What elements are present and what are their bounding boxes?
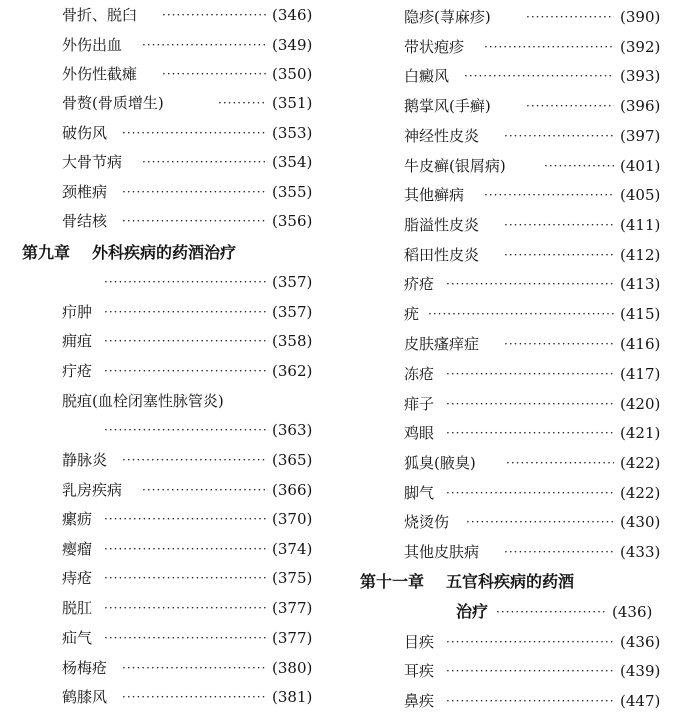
toc-entry[interactable] — [404, 420, 664, 446]
leader-dots — [526, 4, 614, 30]
toc-entry-title: 静脉炎 — [62, 451, 108, 469]
toc-entry[interactable] — [404, 629, 664, 655]
toc-entry[interactable] — [404, 480, 664, 506]
toc-entry-page: (354) — [272, 153, 313, 171]
toc-entry-title: 疖肿 — [62, 303, 93, 321]
leader-dots — [504, 212, 614, 238]
chapter-heading[interactable] — [22, 240, 236, 266]
leader-dots — [466, 509, 614, 535]
toc-entry-page: (362) — [272, 362, 313, 380]
toc-entry-title: 痱子 — [404, 395, 435, 413]
toc-entry-title: 稻田性皮炎 — [404, 246, 480, 264]
leader-dots — [104, 536, 266, 562]
toc-entry[interactable] — [62, 328, 322, 354]
toc-entry[interactable] — [62, 61, 322, 87]
leader-dots — [122, 179, 266, 205]
chapter-page: (357) — [272, 273, 313, 291]
leader-dots — [446, 480, 614, 506]
toc-entry-page: (357) — [272, 303, 313, 321]
toc-entry-title: 白癜风 — [404, 67, 450, 85]
leader-dots — [496, 599, 606, 625]
toc-entry-page: (365) — [272, 451, 313, 469]
leader-dots — [104, 595, 266, 621]
toc-entry-title: 脚气 — [404, 484, 435, 502]
leader-dots — [162, 2, 266, 28]
leader-dots — [104, 328, 266, 354]
toc-entry-title: 鸡眼 — [404, 424, 435, 442]
toc-entry[interactable] — [62, 358, 322, 384]
toc-entry[interactable] — [404, 63, 664, 89]
toc-entry[interactable] — [404, 182, 664, 208]
toc-entry-page: (346) — [272, 6, 313, 24]
toc-entry[interactable] — [404, 34, 664, 60]
toc-entry-title: 骨折、脱臼 — [62, 6, 138, 24]
toc-entry-page: (370) — [272, 510, 313, 528]
leader-dots — [484, 182, 614, 208]
leader-dots — [446, 391, 614, 417]
leader-dots — [504, 539, 614, 565]
leader-dots — [544, 153, 614, 179]
toc-entry-page: (390) — [620, 8, 661, 26]
leader-dots — [142, 477, 266, 503]
toc-entry-title: 鼻疾 — [404, 692, 435, 710]
toc-entry-title: 瘿瘤 — [62, 540, 93, 558]
toc-entry[interactable] — [404, 4, 664, 30]
chapter-title: 外科疾病的药酒治疗 — [92, 243, 237, 262]
toc-entry[interactable] — [62, 179, 322, 205]
toc-entry-title: 皮肤瘙痒症 — [404, 335, 480, 353]
leader-dots — [428, 301, 614, 327]
toc-entry-page: (411) — [620, 216, 661, 234]
chapter-heading[interactable] — [360, 569, 574, 595]
chapter-title: 五官科疾病的药酒 — [446, 572, 575, 591]
toc-entry-title: 破伤风 — [62, 124, 108, 142]
toc-entry-page: (447) — [620, 692, 661, 710]
toc-entry[interactable] — [62, 2, 322, 28]
toc-entry-title: 骨赘(骨质增生) — [62, 94, 164, 112]
toc-entry-page: (358) — [272, 332, 313, 350]
toc-entry[interactable] — [62, 536, 322, 562]
toc-entry[interactable] — [404, 509, 664, 535]
leader-dots — [446, 629, 614, 655]
toc-entry[interactable] — [404, 301, 664, 327]
toc-entry-page: (356) — [272, 212, 313, 230]
toc-entry-title: 脱肛 — [62, 599, 93, 617]
toc-entry-page: (363) — [272, 421, 313, 439]
toc-entry-page: (355) — [272, 183, 313, 201]
toc-entry-title: 疥疮 — [404, 275, 435, 293]
toc-entry-page: (375) — [272, 569, 313, 587]
leader-dots — [122, 208, 266, 234]
chapter-title-cont: 治疗 — [456, 602, 489, 621]
leader-dots — [104, 358, 266, 384]
leader-dots — [104, 565, 266, 591]
toc-entry-title: 目疾 — [404, 633, 435, 651]
toc-entry-page: (439) — [620, 662, 661, 680]
toc-entry[interactable] — [62, 477, 322, 503]
toc-entry-title: 狐臭(腋臭) — [404, 454, 476, 472]
leader-dots — [504, 123, 614, 149]
leader-dots — [104, 269, 266, 295]
leader-dots — [446, 271, 614, 297]
toc-entry[interactable] — [62, 684, 322, 710]
toc-entry-title: 脱疽(血栓闭塞性脉管炎) — [62, 392, 224, 410]
toc-entry[interactable] — [62, 447, 322, 473]
toc-entry[interactable] — [62, 506, 322, 532]
toc-entry-page: (350) — [272, 65, 313, 83]
chapter-page-line[interactable] — [104, 269, 322, 295]
leader-dots — [104, 299, 266, 325]
toc-entry[interactable] — [404, 93, 664, 119]
leader-dots — [104, 506, 266, 532]
toc-entry[interactable] — [62, 90, 322, 116]
leader-dots — [142, 32, 266, 58]
leader-dots — [122, 684, 266, 710]
toc-entry-title: 痈疽 — [62, 332, 93, 350]
leader-dots — [504, 331, 614, 357]
toc-entry-page: (366) — [272, 481, 313, 499]
toc-entry-page: (433) — [620, 543, 661, 561]
leader-dots — [464, 63, 614, 89]
leader-dots — [142, 149, 266, 175]
leader-dots — [162, 61, 266, 87]
toc-entry-title: 带状疱疹 — [404, 38, 465, 56]
leader-dots — [122, 447, 266, 473]
toc-entry-page: (401) — [620, 157, 661, 175]
toc-entry-title: 外伤性截瘫 — [62, 65, 138, 83]
toc-entry-page: (377) — [272, 629, 313, 647]
toc-entry-title: 大骨节病 — [62, 153, 123, 171]
toc-entry-title: 耳疾 — [404, 662, 435, 680]
toc-entry[interactable] — [404, 688, 664, 714]
leader-dots — [526, 93, 614, 119]
toc-entry[interactable] — [62, 208, 322, 234]
toc-entry-page: (393) — [620, 67, 661, 85]
toc-entry[interactable] — [62, 655, 322, 681]
toc-entry-title: 杨梅疮 — [62, 659, 108, 677]
toc-entry-page: (421) — [620, 424, 661, 442]
toc-entry-title: 其他皮肤病 — [404, 543, 480, 561]
toc-entry-title: 其他癣病 — [404, 186, 465, 204]
toc-entry[interactable] — [62, 149, 322, 175]
leader-dots — [504, 242, 614, 268]
toc-entry-page: (422) — [620, 454, 661, 472]
toc-entry-page: (351) — [272, 94, 313, 112]
toc-entry-page: (417) — [620, 365, 661, 383]
toc-entry-page: (412) — [620, 246, 661, 264]
toc-entry[interactable] — [62, 625, 322, 651]
toc-entry-title: 烧烫伤 — [404, 513, 450, 531]
leader-dots — [506, 450, 614, 476]
toc-entry-page: (415) — [620, 305, 661, 323]
toc-entry-title: 骨结核 — [62, 212, 108, 230]
leader-dots — [104, 625, 266, 651]
leader-dots — [122, 655, 266, 681]
toc-entry-title: 乳房疾病 — [62, 481, 123, 499]
leader-dots — [446, 658, 614, 684]
toc-entry-title: 牛皮癣(银屑病) — [404, 157, 506, 175]
toc-entry-page: (436) — [620, 633, 661, 651]
leader-dots — [122, 120, 266, 146]
toc-entry-title: 疝气 — [62, 629, 93, 647]
toc-entry-page: (381) — [272, 688, 313, 706]
chapter-number: 第九章 — [22, 243, 71, 262]
toc-entry[interactable] — [404, 391, 664, 417]
toc-entry-title: 外伤出血 — [62, 36, 123, 54]
leader-dots — [104, 417, 266, 443]
toc-entry-page: (430) — [620, 513, 661, 531]
toc-entry[interactable] — [62, 32, 322, 58]
toc-entry[interactable] — [404, 212, 664, 238]
chapter-page: (436) — [612, 603, 653, 621]
toc-entry[interactable] — [62, 120, 322, 146]
toc-entry[interactable] — [62, 595, 322, 621]
toc-entry[interactable] — [404, 153, 664, 179]
toc-entry-page: (416) — [620, 335, 661, 353]
toc-entry-page: (349) — [272, 36, 313, 54]
toc-entry-title: 颈椎病 — [62, 183, 108, 201]
toc-entry-title: 神经性皮炎 — [404, 127, 480, 145]
toc-entry-title: 隐疹(荨麻疹) — [404, 8, 491, 26]
toc-entry-page: (396) — [620, 97, 661, 115]
leader-dots — [446, 688, 614, 714]
toc-entry-page: (397) — [620, 127, 661, 145]
toc-entry-page: (413) — [620, 275, 661, 293]
toc-entry[interactable] — [404, 271, 664, 297]
toc-entry-page: (420) — [620, 395, 661, 413]
toc-entry[interactable] — [404, 450, 664, 476]
toc-entry[interactable] — [62, 565, 322, 591]
toc-entry[interactable] — [404, 331, 664, 357]
toc-entry-page: (353) — [272, 124, 313, 142]
chapter-number: 第十一章 — [360, 572, 425, 591]
toc-entry-page: (377) — [272, 599, 313, 617]
toc-entry-title: 痔疮 — [62, 569, 93, 587]
toc-entry-page: (380) — [272, 659, 313, 677]
toc-entry[interactable] — [62, 299, 322, 325]
leader-dots — [484, 34, 614, 60]
toc-entry[interactable] — [404, 658, 664, 684]
toc-entry-title: 冻疮 — [404, 365, 435, 383]
toc-entry[interactable] — [404, 539, 664, 565]
leader-dots — [446, 361, 614, 387]
toc-entry-page: (422) — [620, 484, 661, 502]
toc-entry-title: 疔疮 — [62, 362, 93, 380]
leader-dots — [446, 420, 614, 446]
toc-entry-title: 瘰疬 — [62, 510, 93, 528]
toc-entry-page: (392) — [620, 38, 661, 56]
toc-entry[interactable] — [404, 123, 664, 149]
chapter-page-line[interactable] — [456, 599, 666, 625]
toc-entry-title: 鹤膝风 — [62, 688, 108, 706]
toc-entry-page: (405) — [620, 186, 661, 204]
toc-entry-page: (374) — [272, 540, 313, 558]
toc-entry-title: 疣 — [404, 305, 420, 323]
toc-entry[interactable] — [404, 361, 664, 387]
toc-entry-title: 脂溢性皮炎 — [404, 216, 480, 234]
toc-entry[interactable] — [62, 388, 322, 444]
leader-dots — [218, 90, 266, 116]
toc-entry[interactable] — [404, 242, 664, 268]
toc-entry-title: 鹅掌风(手癣) — [404, 97, 491, 115]
